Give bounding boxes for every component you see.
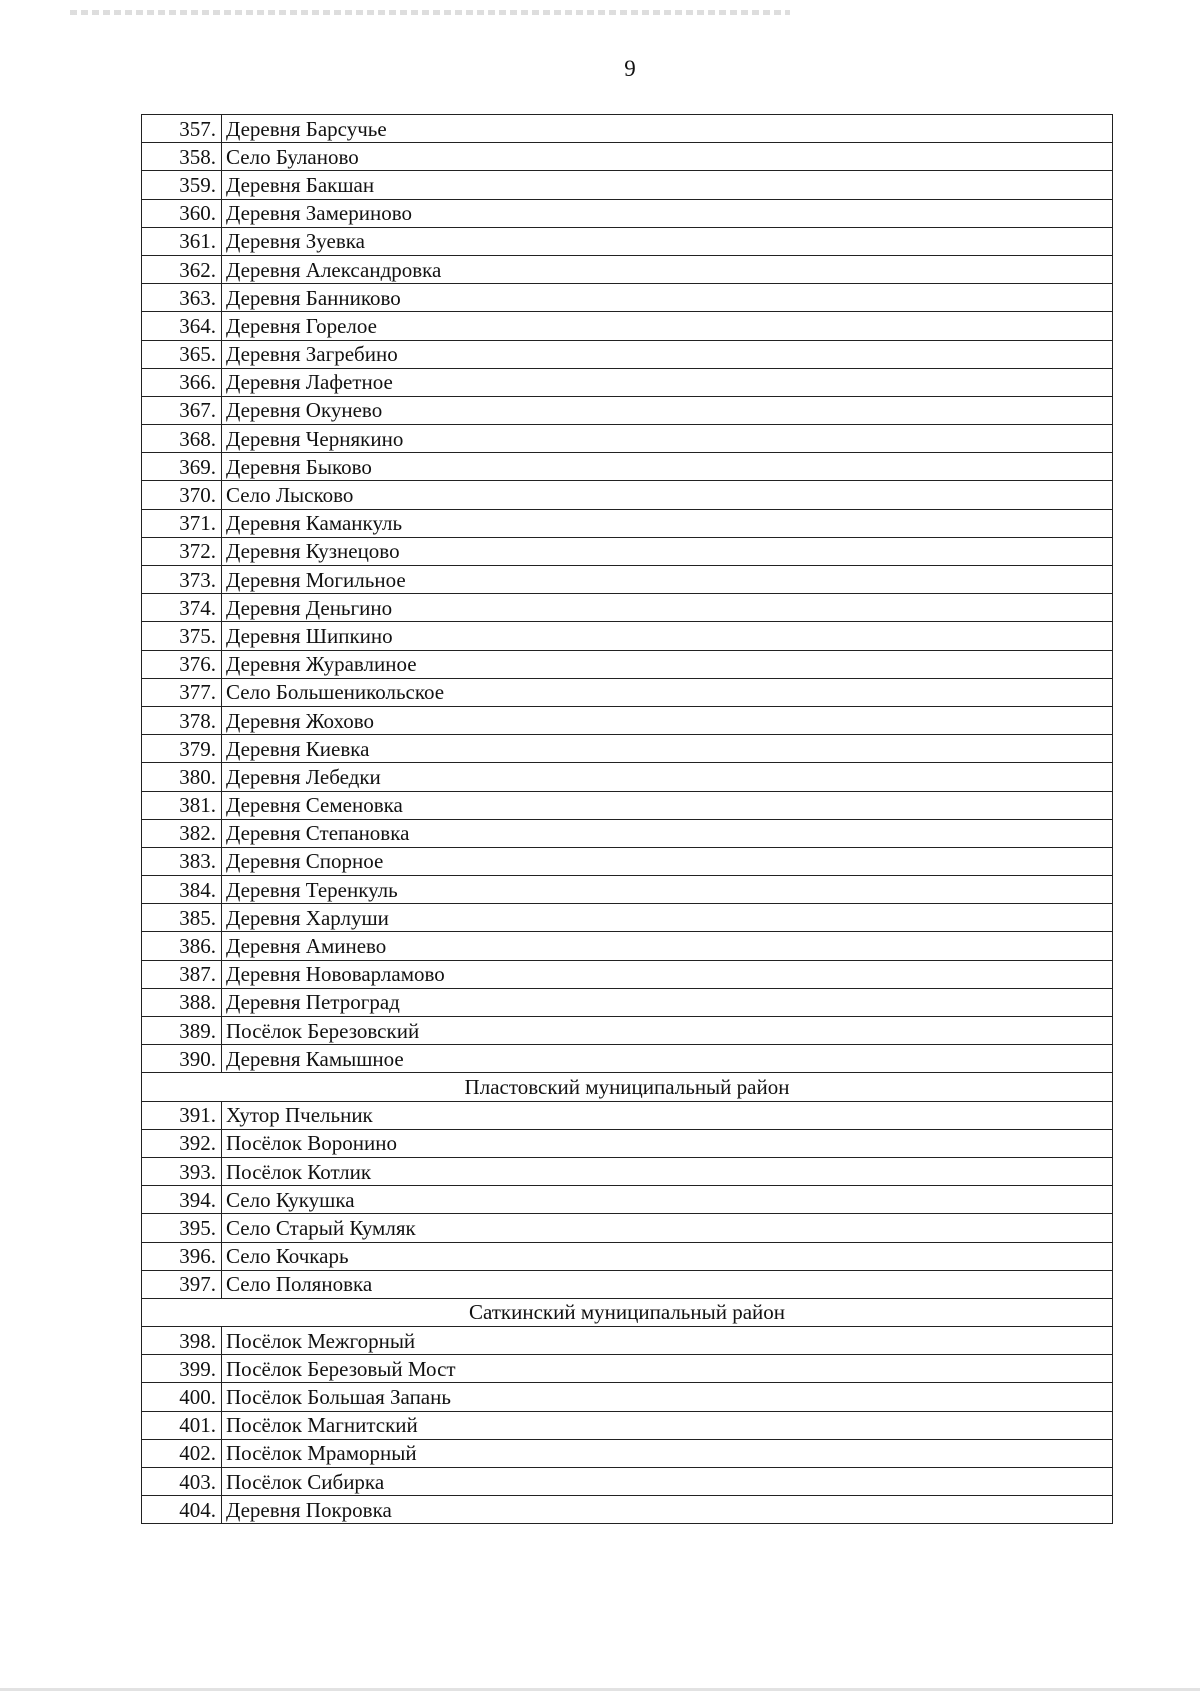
table-row (142, 763, 1113, 791)
scan-artifact-top (70, 10, 790, 15)
table-row (142, 1439, 1113, 1467)
row-number: 377. (142, 678, 222, 706)
row-number: 362. (142, 255, 222, 283)
table-row (142, 904, 1113, 932)
row-number: 392. (142, 1129, 222, 1157)
row-number: 403. (142, 1468, 222, 1496)
table-row (142, 566, 1113, 594)
row-number: 378. (142, 706, 222, 734)
page-number: 9 (624, 56, 636, 81)
settlement-name: Деревня Банниково (222, 284, 1113, 312)
row-number: 379. (142, 735, 222, 763)
settlement-name: Село Поляновка (222, 1270, 1113, 1298)
settlement-name: Посёлок Межгорный (222, 1327, 1113, 1355)
table-row (142, 312, 1113, 340)
row-number: 388. (142, 988, 222, 1016)
table-row (142, 115, 1113, 143)
table-row (142, 143, 1113, 171)
settlement-name: Посёлок Воронино (222, 1129, 1113, 1157)
table-row (142, 340, 1113, 368)
table-row (142, 1186, 1113, 1214)
settlement-name: Деревня Могильное (222, 566, 1113, 594)
row-number: 372. (142, 537, 222, 565)
table-row (142, 706, 1113, 734)
row-number: 400. (142, 1383, 222, 1411)
settlement-name: Деревня Покровка (222, 1496, 1113, 1524)
settlement-name: Деревня Харлуши (222, 904, 1113, 932)
table-row (142, 678, 1113, 706)
table-row (142, 199, 1113, 227)
section-header-row (142, 1298, 1113, 1326)
table-row (142, 876, 1113, 904)
settlement-name: Деревня Аминево (222, 932, 1113, 960)
row-number: 368. (142, 425, 222, 453)
settlement-name: Деревня Петроград (222, 988, 1113, 1016)
table-row (142, 847, 1113, 875)
table-row (142, 1129, 1113, 1157)
settlement-name: Деревня Шипкино (222, 622, 1113, 650)
row-number: 363. (142, 284, 222, 312)
settlement-name: Посёлок Большая Запань (222, 1383, 1113, 1411)
settlement-name: Посёлок Сибирка (222, 1468, 1113, 1496)
settlement-name: Деревня Жохово (222, 706, 1113, 734)
row-number: 357. (142, 115, 222, 143)
table-row (142, 509, 1113, 537)
table-row (142, 1017, 1113, 1045)
settlement-name: Деревня Барсучье (222, 115, 1113, 143)
table-row (142, 1355, 1113, 1383)
row-number: 398. (142, 1327, 222, 1355)
settlement-name: Деревня Семеновка (222, 791, 1113, 819)
table-row (142, 1496, 1113, 1524)
settlement-name: Деревня Лебедки (222, 763, 1113, 791)
row-number: 370. (142, 481, 222, 509)
table-row (142, 1242, 1113, 1270)
settlement-name: Хутор Пчельник (222, 1101, 1113, 1129)
row-number: 380. (142, 763, 222, 791)
settlement-name: Деревня Быково (222, 453, 1113, 481)
settlement-name: Деревня Загребино (222, 340, 1113, 368)
settlement-name: Деревня Степановка (222, 819, 1113, 847)
row-number: 376. (142, 650, 222, 678)
section-title: Саткинский муниципальный район (142, 1298, 1113, 1326)
settlement-name: Деревня Спорное (222, 847, 1113, 875)
table-row (142, 453, 1113, 481)
row-number: 369. (142, 453, 222, 481)
table-row (142, 791, 1113, 819)
section-header-row (142, 1073, 1113, 1101)
settlement-name: Село Кочкарь (222, 1242, 1113, 1270)
settlement-name: Деревня Теренкуль (222, 876, 1113, 904)
settlement-name: Деревня Горелое (222, 312, 1113, 340)
row-number: 360. (142, 199, 222, 227)
table-row (142, 650, 1113, 678)
row-number: 383. (142, 847, 222, 875)
settlement-name: Деревня Деньгино (222, 594, 1113, 622)
row-number: 402. (142, 1439, 222, 1467)
row-number: 394. (142, 1186, 222, 1214)
table-row (142, 594, 1113, 622)
settlement-name: Село Кукушка (222, 1186, 1113, 1214)
row-number: 361. (142, 227, 222, 255)
settlement-name: Посёлок Мраморный (222, 1439, 1113, 1467)
settlement-name: Село Большеникольское (222, 678, 1113, 706)
row-number: 386. (142, 932, 222, 960)
table-row (142, 735, 1113, 763)
row-number: 399. (142, 1355, 222, 1383)
settlement-name: Деревня Александровка (222, 255, 1113, 283)
table-row (142, 1270, 1113, 1298)
settlement-name: Деревня Нововарламово (222, 960, 1113, 988)
table-row (142, 481, 1113, 509)
row-number: 365. (142, 340, 222, 368)
row-number: 359. (142, 171, 222, 199)
settlements-table-body (142, 115, 1113, 1524)
row-number: 373. (142, 566, 222, 594)
table-row (142, 1214, 1113, 1242)
table-row (142, 1101, 1113, 1129)
row-number: 404. (142, 1496, 222, 1524)
settlement-name: Деревня Журавлиное (222, 650, 1113, 678)
table-row (142, 227, 1113, 255)
row-number: 384. (142, 876, 222, 904)
settlement-name: Деревня Окунево (222, 396, 1113, 424)
row-number: 393. (142, 1157, 222, 1185)
row-number: 382. (142, 819, 222, 847)
table-row (142, 396, 1113, 424)
table-row (142, 1045, 1113, 1073)
table-row (142, 1327, 1113, 1355)
table-row (142, 1411, 1113, 1439)
settlement-name: Посёлок Магнитский (222, 1411, 1113, 1439)
row-number: 391. (142, 1101, 222, 1129)
table-row (142, 171, 1113, 199)
settlement-name: Село Лысково (222, 481, 1113, 509)
row-number: 387. (142, 960, 222, 988)
settlement-name: Деревня Бакшан (222, 171, 1113, 199)
table-row (142, 819, 1113, 847)
table-row (142, 960, 1113, 988)
row-number: 397. (142, 1270, 222, 1298)
settlement-name: Деревня Киевка (222, 735, 1113, 763)
row-number: 375. (142, 622, 222, 650)
row-number: 381. (142, 791, 222, 819)
section-title: Пластовский муниципальный район (142, 1073, 1113, 1101)
row-number: 401. (142, 1411, 222, 1439)
row-number: 389. (142, 1017, 222, 1045)
settlement-name: Посёлок Котлик (222, 1157, 1113, 1185)
table-row (142, 1157, 1113, 1185)
table-row (142, 622, 1113, 650)
table-row (142, 368, 1113, 396)
settlement-name: Деревня Замериново (222, 199, 1113, 227)
table-row (142, 425, 1113, 453)
row-number: 396. (142, 1242, 222, 1270)
settlement-name: Село Буланово (222, 143, 1113, 171)
row-number: 371. (142, 509, 222, 537)
table-row (142, 1383, 1113, 1411)
row-number: 366. (142, 368, 222, 396)
row-number: 358. (142, 143, 222, 171)
settlement-name: Деревня Чернякино (222, 425, 1113, 453)
settlements-table (141, 114, 1113, 1524)
row-number: 395. (142, 1214, 222, 1242)
table-row (142, 537, 1113, 565)
row-number: 385. (142, 904, 222, 932)
row-number: 390. (142, 1045, 222, 1073)
table-row (142, 988, 1113, 1016)
scan-artifact-bottom (0, 1688, 1200, 1691)
settlement-name: Посёлок Березовый Мост (222, 1355, 1113, 1383)
table-row (142, 932, 1113, 960)
settlement-name: Деревня Зуевка (222, 227, 1113, 255)
table-row (142, 1468, 1113, 1496)
settlement-name: Деревня Камышное (222, 1045, 1113, 1073)
settlement-name: Деревня Каманкуль (222, 509, 1113, 537)
row-number: 374. (142, 594, 222, 622)
row-number: 367. (142, 396, 222, 424)
row-number: 364. (142, 312, 222, 340)
settlement-name: Деревня Кузнецово (222, 537, 1113, 565)
settlement-name: Село Старый Кумляк (222, 1214, 1113, 1242)
table-row (142, 284, 1113, 312)
table-row (142, 255, 1113, 283)
settlement-name: Деревня Лафетное (222, 368, 1113, 396)
settlement-name: Посёлок Березовский (222, 1017, 1113, 1045)
